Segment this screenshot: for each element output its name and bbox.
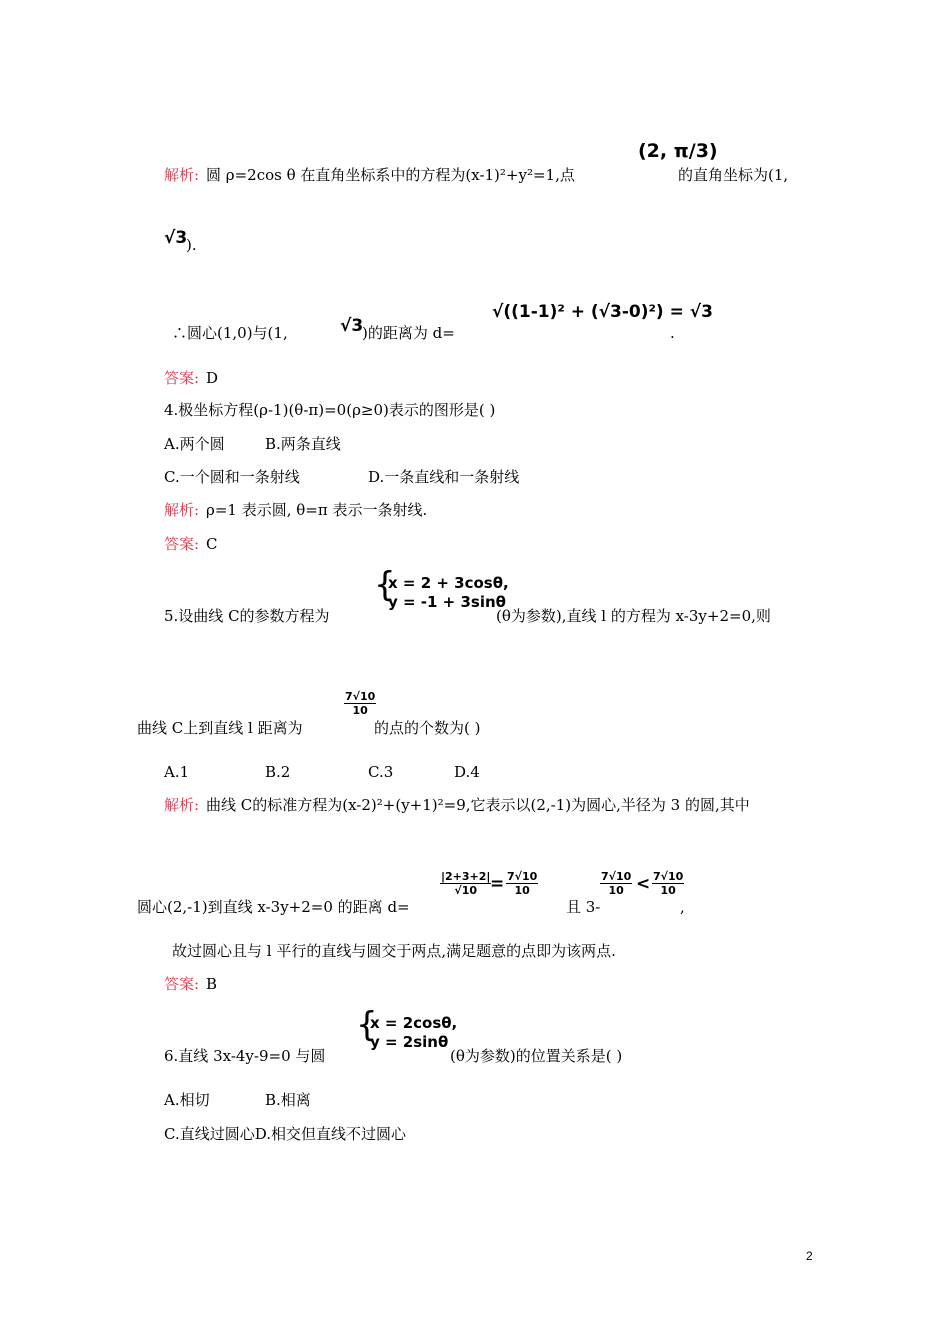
q5-d2-den: 10: [514, 884, 530, 898]
q4-answer-label: 答案:: [164, 535, 200, 553]
q4-stem: 4.极坐标方程(ρ-1)(θ-π)=0(ρ≥0)表示的图形是( ): [164, 401, 496, 419]
q3-distance-formula: √((1-1)² + (√3-0)²) = √3: [492, 302, 713, 322]
q5-analysis-label: 解析:: [164, 796, 200, 814]
q5-option-d: D.4: [454, 763, 480, 781]
q5-d-fraction: [440, 870, 491, 897]
q5-d-num: |2+3+2|: [441, 870, 491, 883]
q5-d2-num: 7√10: [507, 870, 538, 883]
q5-comma: ,: [680, 898, 685, 916]
q5-answer: B: [206, 975, 218, 993]
q3-polar-point: (2, π/3): [638, 140, 718, 162]
q5-equals: =: [490, 874, 505, 894]
q3-analysis-line1-end: 的直角坐标为(1,: [678, 166, 789, 184]
q3-line3-end: .: [670, 324, 675, 342]
q4-answer: C: [206, 535, 218, 553]
q5-frac-num: 7√10: [345, 690, 376, 703]
q4-option-a: A.两个圆: [164, 435, 225, 453]
q6-option-cd: C.直线过圆心D.相交但直线不过圆心: [164, 1125, 406, 1143]
q5-option-a: A.1: [164, 763, 190, 781]
q5-d2-fraction: [506, 870, 538, 897]
q3-analysis-label: 解析:: [164, 166, 200, 184]
q5-less-than: <: [636, 874, 651, 894]
q6-circle-system: { x = 2cosθ, y = 2sinθ: [356, 1005, 458, 1051]
q5-stem-c: 曲线 C上到直线 l 距离为: [137, 719, 303, 737]
q5-c-fraction: [600, 870, 632, 897]
q3-line2-end: ).: [186, 236, 197, 254]
q5-option-b: B.2: [265, 763, 291, 781]
q5-eq2: y = -1 + 3sinθ: [388, 593, 506, 611]
q6-eq2: y = 2sinθ: [370, 1033, 449, 1051]
q5-answer-label: 答案:: [164, 975, 200, 993]
q3-answer-label: 答案:: [164, 369, 200, 387]
q5-stem-d: 的点的个数为( ): [374, 719, 481, 737]
q5-stem-a: 5.设曲线 C的参数方程为: [164, 607, 330, 625]
q5-analysis-1: 曲线 C的标准方程为(x-2)²+(y+1)²=9,它表示以(2,-1)为圆心,半径为 3 的圆,其中: [206, 796, 750, 814]
q6-stem-b: (θ为参数)的位置关系是( ): [450, 1047, 623, 1065]
q4-analysis-label: 解析:: [164, 501, 200, 519]
q5-c2-num: 7√10: [653, 870, 684, 883]
q5-c2-den: 10: [660, 884, 676, 898]
q4-option-b: B.两条直线: [265, 435, 341, 453]
q5-param-system: { x = 2 + 3cosθ, y = -1 + 3sinθ: [374, 565, 509, 611]
q5-option-c: C.3: [368, 763, 394, 781]
q5-and-3: 且 3-: [566, 898, 601, 916]
q5-c-den: 10: [608, 884, 624, 898]
q4-option-d: D.一条直线和一条射线: [368, 468, 520, 486]
q3-analysis-line3: ∴圆心(1,0)与(1,: [172, 324, 288, 342]
q5-c2-fraction: [652, 870, 684, 897]
q3-sqrt3-b: √3: [340, 316, 364, 336]
q5-c-num: 7√10: [601, 870, 632, 883]
q5-eq1: x = 2 + 3cosθ,: [388, 574, 509, 592]
q5-frac-den: 10: [352, 704, 368, 718]
q4-analysis: ρ=1 表示圆, θ=π 表示一条射线.: [206, 501, 428, 519]
q6-option-a: A.相切: [164, 1091, 210, 1109]
q6-option-b: B.相离: [265, 1091, 311, 1109]
q6-eq1: x = 2cosθ,: [370, 1014, 458, 1032]
q5-distance-fraction: [344, 690, 376, 717]
q5-analysis-2: 圆心(2,-1)到直线 x-3y+2=0 的距离 d=: [137, 898, 410, 916]
q5-analysis-3: 故过圆心且与 l 平行的直线与圆交于两点,满足题意的点即为该两点.: [172, 942, 616, 960]
q3-answer: D: [206, 369, 219, 387]
q3-sqrt3: √3: [164, 228, 188, 248]
q4-option-c: C.一个圆和一条射线: [164, 468, 300, 486]
q5-stem-b: (θ为参数),直线 l 的方程为 x-3y+2=0,则: [496, 607, 771, 625]
q6-stem-a: 6.直线 3x-4y-9=0 与圆: [164, 1047, 326, 1065]
q3-line3-mid: )的距离为 d=: [362, 324, 455, 342]
q5-d-den: √10: [454, 884, 478, 898]
page-number: 2: [806, 1249, 813, 1263]
q3-analysis-line1: 圆 ρ=2cos θ 在直角坐标系中的方程为(x-1)²+y²=1,点: [206, 166, 575, 184]
